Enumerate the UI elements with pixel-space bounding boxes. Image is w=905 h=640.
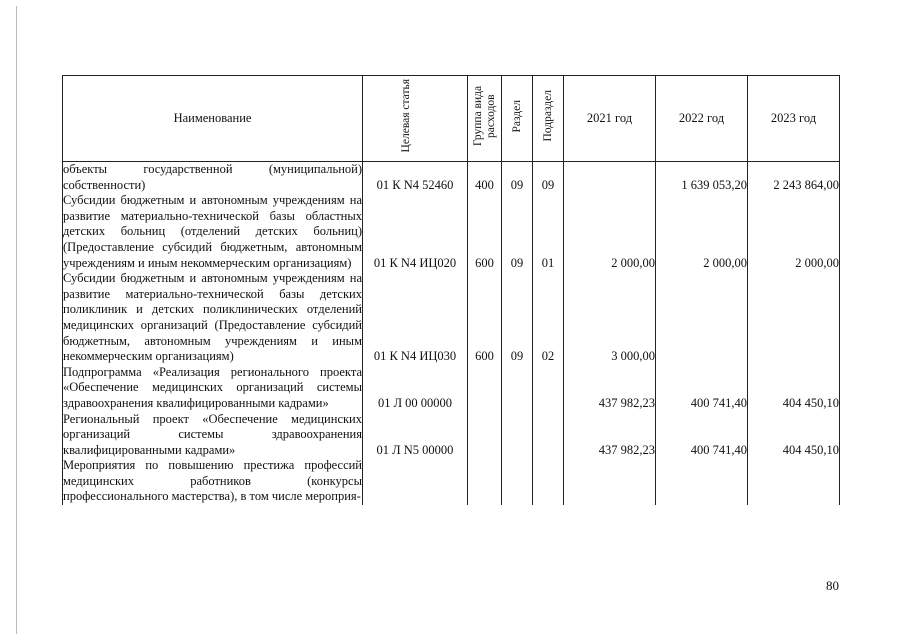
row-subsection: 01 (533, 193, 564, 271)
row-2021: 437 982,23 (564, 365, 656, 412)
table-row (63, 412, 840, 459)
header-group (468, 76, 502, 162)
header-2022: 2022 год (656, 76, 748, 162)
row-target: 01 К N4 ИЦ020 (363, 193, 468, 271)
row-section (502, 412, 533, 459)
header-section-label: Раздел (510, 99, 523, 133)
row-subsection: 09 (533, 162, 564, 194)
header-subsection (533, 76, 564, 162)
row-2021: 3 000,00 (564, 271, 656, 365)
row-2022: 1 639 053,20 (656, 162, 748, 194)
row-name: Подпрограмма «Реализация регионального проекта «Обеспечение медицинских организаций системы здравоохранения квалифицированными кадрами» (63, 364, 362, 410)
row-2021: 437 982,23 (564, 412, 656, 459)
row-target: 01 К N4 52460 (363, 162, 468, 194)
row-2021 (564, 162, 656, 194)
row-group (468, 412, 502, 459)
header-section (502, 76, 533, 162)
row-2023: 404 450,10 (748, 412, 840, 459)
row-2023: 2 243 864,00 (748, 162, 840, 194)
row-2022 (656, 271, 748, 365)
header-2023: 2023 год (748, 76, 840, 162)
row-name: Мероприятия по повышению престижа профессий медицинских работников (конкурсы профессионального мастерства), в том числе мероприя- (63, 458, 362, 504)
row-2023: 404 450,10 (748, 365, 840, 412)
row-group (468, 365, 502, 412)
row-group: 600 (468, 193, 502, 271)
table-row (63, 193, 840, 271)
row-name: Субсидии бюджетным и автономным учреждениям на развитие материально-технической базы детских поликлиник и детских поликлинических отделений медицинских организаций (Предоставление субсидий бюджетным, автономным учреждениям и иным некоммерческим организациям) (63, 271, 362, 364)
row-subsection (533, 458, 564, 505)
page-edge-line (16, 6, 17, 634)
header-2021: 2021 год (564, 76, 656, 162)
row-section: 09 (502, 162, 533, 194)
table-row (63, 162, 840, 194)
row-group: 600 (468, 271, 502, 365)
row-section: 09 (502, 193, 533, 271)
row-subsection (533, 365, 564, 412)
row-name: Региональный проект «Обеспечение медицинских организаций системы здравоохранения квалифицированными кадрами» (63, 411, 362, 457)
table-row (63, 458, 840, 505)
row-name: Субсидии бюджетным и автономным учреждениям на развитие материально-технической базы областных детских больниц (отделений детских больниц) (Предоставление субсидий бюджетным, автономным учреждениям и иным некоммерческим организациям) (63, 193, 362, 270)
header-row (63, 76, 840, 162)
header-subsection-label: Подраздел (541, 90, 554, 142)
page-number: 80 (826, 578, 839, 593)
row-2022: 400 741,40 (656, 365, 748, 412)
row-subsection (533, 412, 564, 459)
row-section (502, 365, 533, 412)
row-2022 (656, 458, 748, 505)
row-section: 09 (502, 271, 533, 365)
row-target: 01 Л 00 00000 (363, 365, 468, 412)
row-group: 400 (468, 162, 502, 194)
row-2021: 2 000,00 (564, 193, 656, 271)
table-row (63, 271, 840, 365)
header-group-label: Группа вида расходов (471, 86, 497, 147)
row-target: 01 К N4 ИЦ030 (363, 271, 468, 365)
row-name: объекты государственной (муниципальной) собственности) (63, 162, 362, 192)
header-target-label: Целевая статья (400, 79, 412, 153)
row-target (363, 458, 468, 505)
row-2023: 2 000,00 (748, 193, 840, 271)
budget-table (62, 75, 840, 505)
row-section (502, 458, 533, 505)
row-2023 (748, 458, 840, 505)
row-target: 01 Л N5 00000 (363, 412, 468, 459)
row-2023 (748, 271, 840, 365)
row-subsection: 02 (533, 271, 564, 365)
header-name: Наименование (63, 76, 363, 162)
row-group (468, 458, 502, 505)
table-row (63, 365, 840, 412)
row-2022: 400 741,40 (656, 412, 748, 459)
row-2022: 2 000,00 (656, 193, 748, 271)
header-target (363, 76, 468, 162)
row-2021 (564, 458, 656, 505)
